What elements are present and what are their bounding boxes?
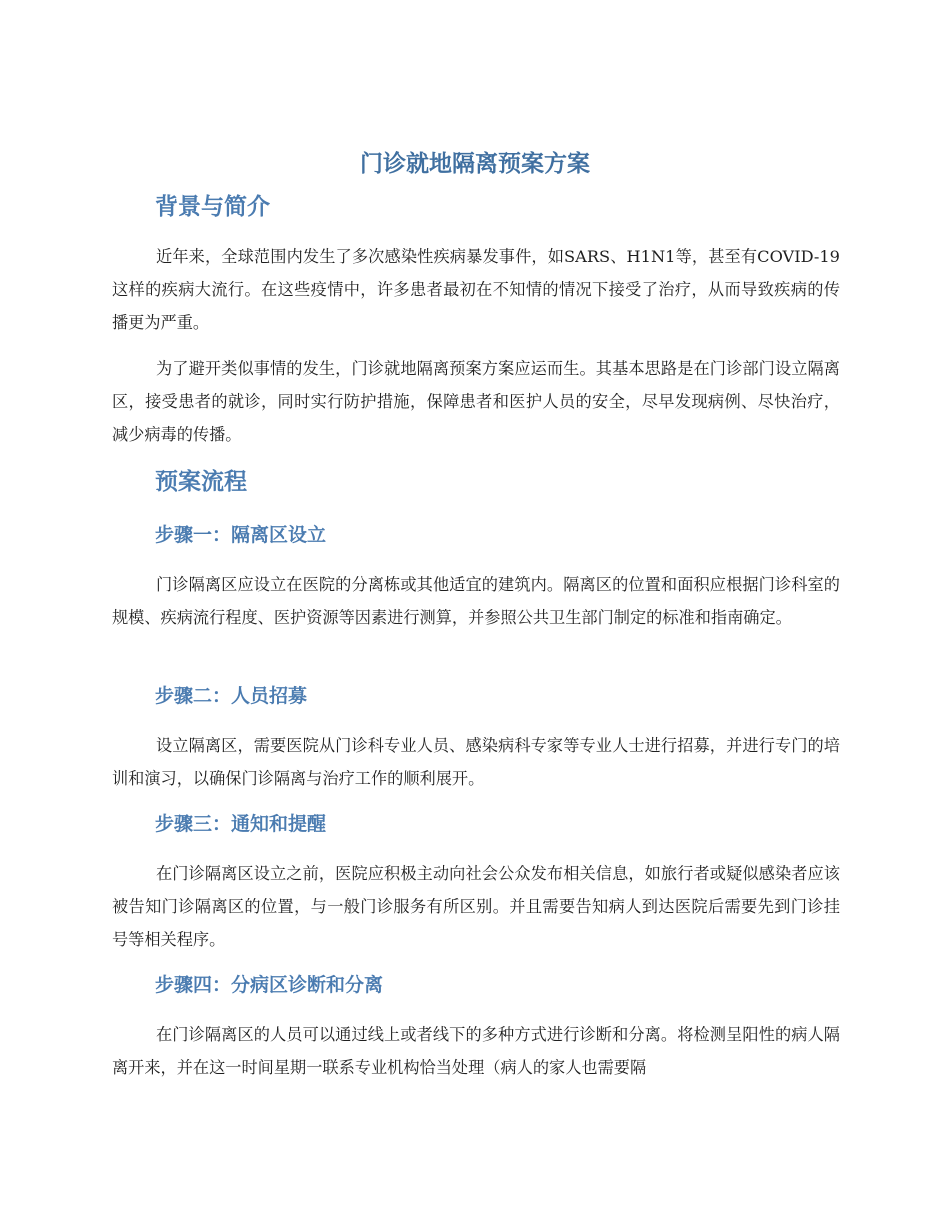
step-4-paragraph: 在门诊隔离区的人员可以通过线上或者线下的多种方式进行诊断和分离。将检测呈阳性的病人隔离开来，并在这一时间星期一联系专业机构恰当处理（病人的家人也需要隔: [112, 1025, 840, 1077]
step-3-heading: 步骤三：通知和提醒: [155, 813, 327, 835]
document-title: 门诊就地隔离预案方案: [360, 151, 590, 177]
step-2-heading: 步骤二：人员招募: [155, 685, 308, 707]
step-1-heading: 步骤一：隔离区设立: [155, 524, 327, 546]
step-1-paragraph: 门诊隔离区应设立在医院的分离栋或其他适宜的建筑内。隔离区的位置和面积应根据门诊科室的规模、疾病流行程度、医护资源等因素进行测算，并参照公共卫生部门制定的标准和指南确定。: [112, 575, 840, 627]
step-2-paragraph: 设立隔离区，需要医院从门诊科专业人员、感染病科专家等专业人士进行招募，并进行专门的培训和演习，以确保门诊隔离与治疗工作的顺利展开。: [112, 736, 840, 788]
section-heading-procedure: 预案流程: [155, 469, 247, 495]
step-4-heading: 步骤四：分病区诊断和分离: [155, 974, 384, 996]
step-3-paragraph: 在门诊隔离区设立之前，医院应积极主动向社会公众发布相关信息，如旅行者或疑似感染者应该被告知门诊隔离区的位置，与一般门诊服务有所区别。并且需要告知病人到达医院后需要先到门诊挂号等相关程序。: [112, 864, 840, 949]
background-paragraph-2: 为了避开类似事情的发生，门诊就地隔离预案方案应运而生。其基本思路是在门诊部门设立隔离区，接受患者的就诊，同时实行防护措施，保障患者和医护人员的安全，尽早发现病例、尽快治疗，减少病毒的传播。: [112, 359, 840, 444]
section-heading-background: 背景与简介: [155, 194, 270, 220]
background-paragraph-1: 近年来，全球范围内发生了多次感染性疾病暴发事件，如SARS、H1N1等，甚至有COVID-19这样的疾病大流行。在这些疫情中，许多患者最初在不知情的情况下接受了治疗，从而导致疾病的传播更为严重。: [112, 247, 840, 332]
